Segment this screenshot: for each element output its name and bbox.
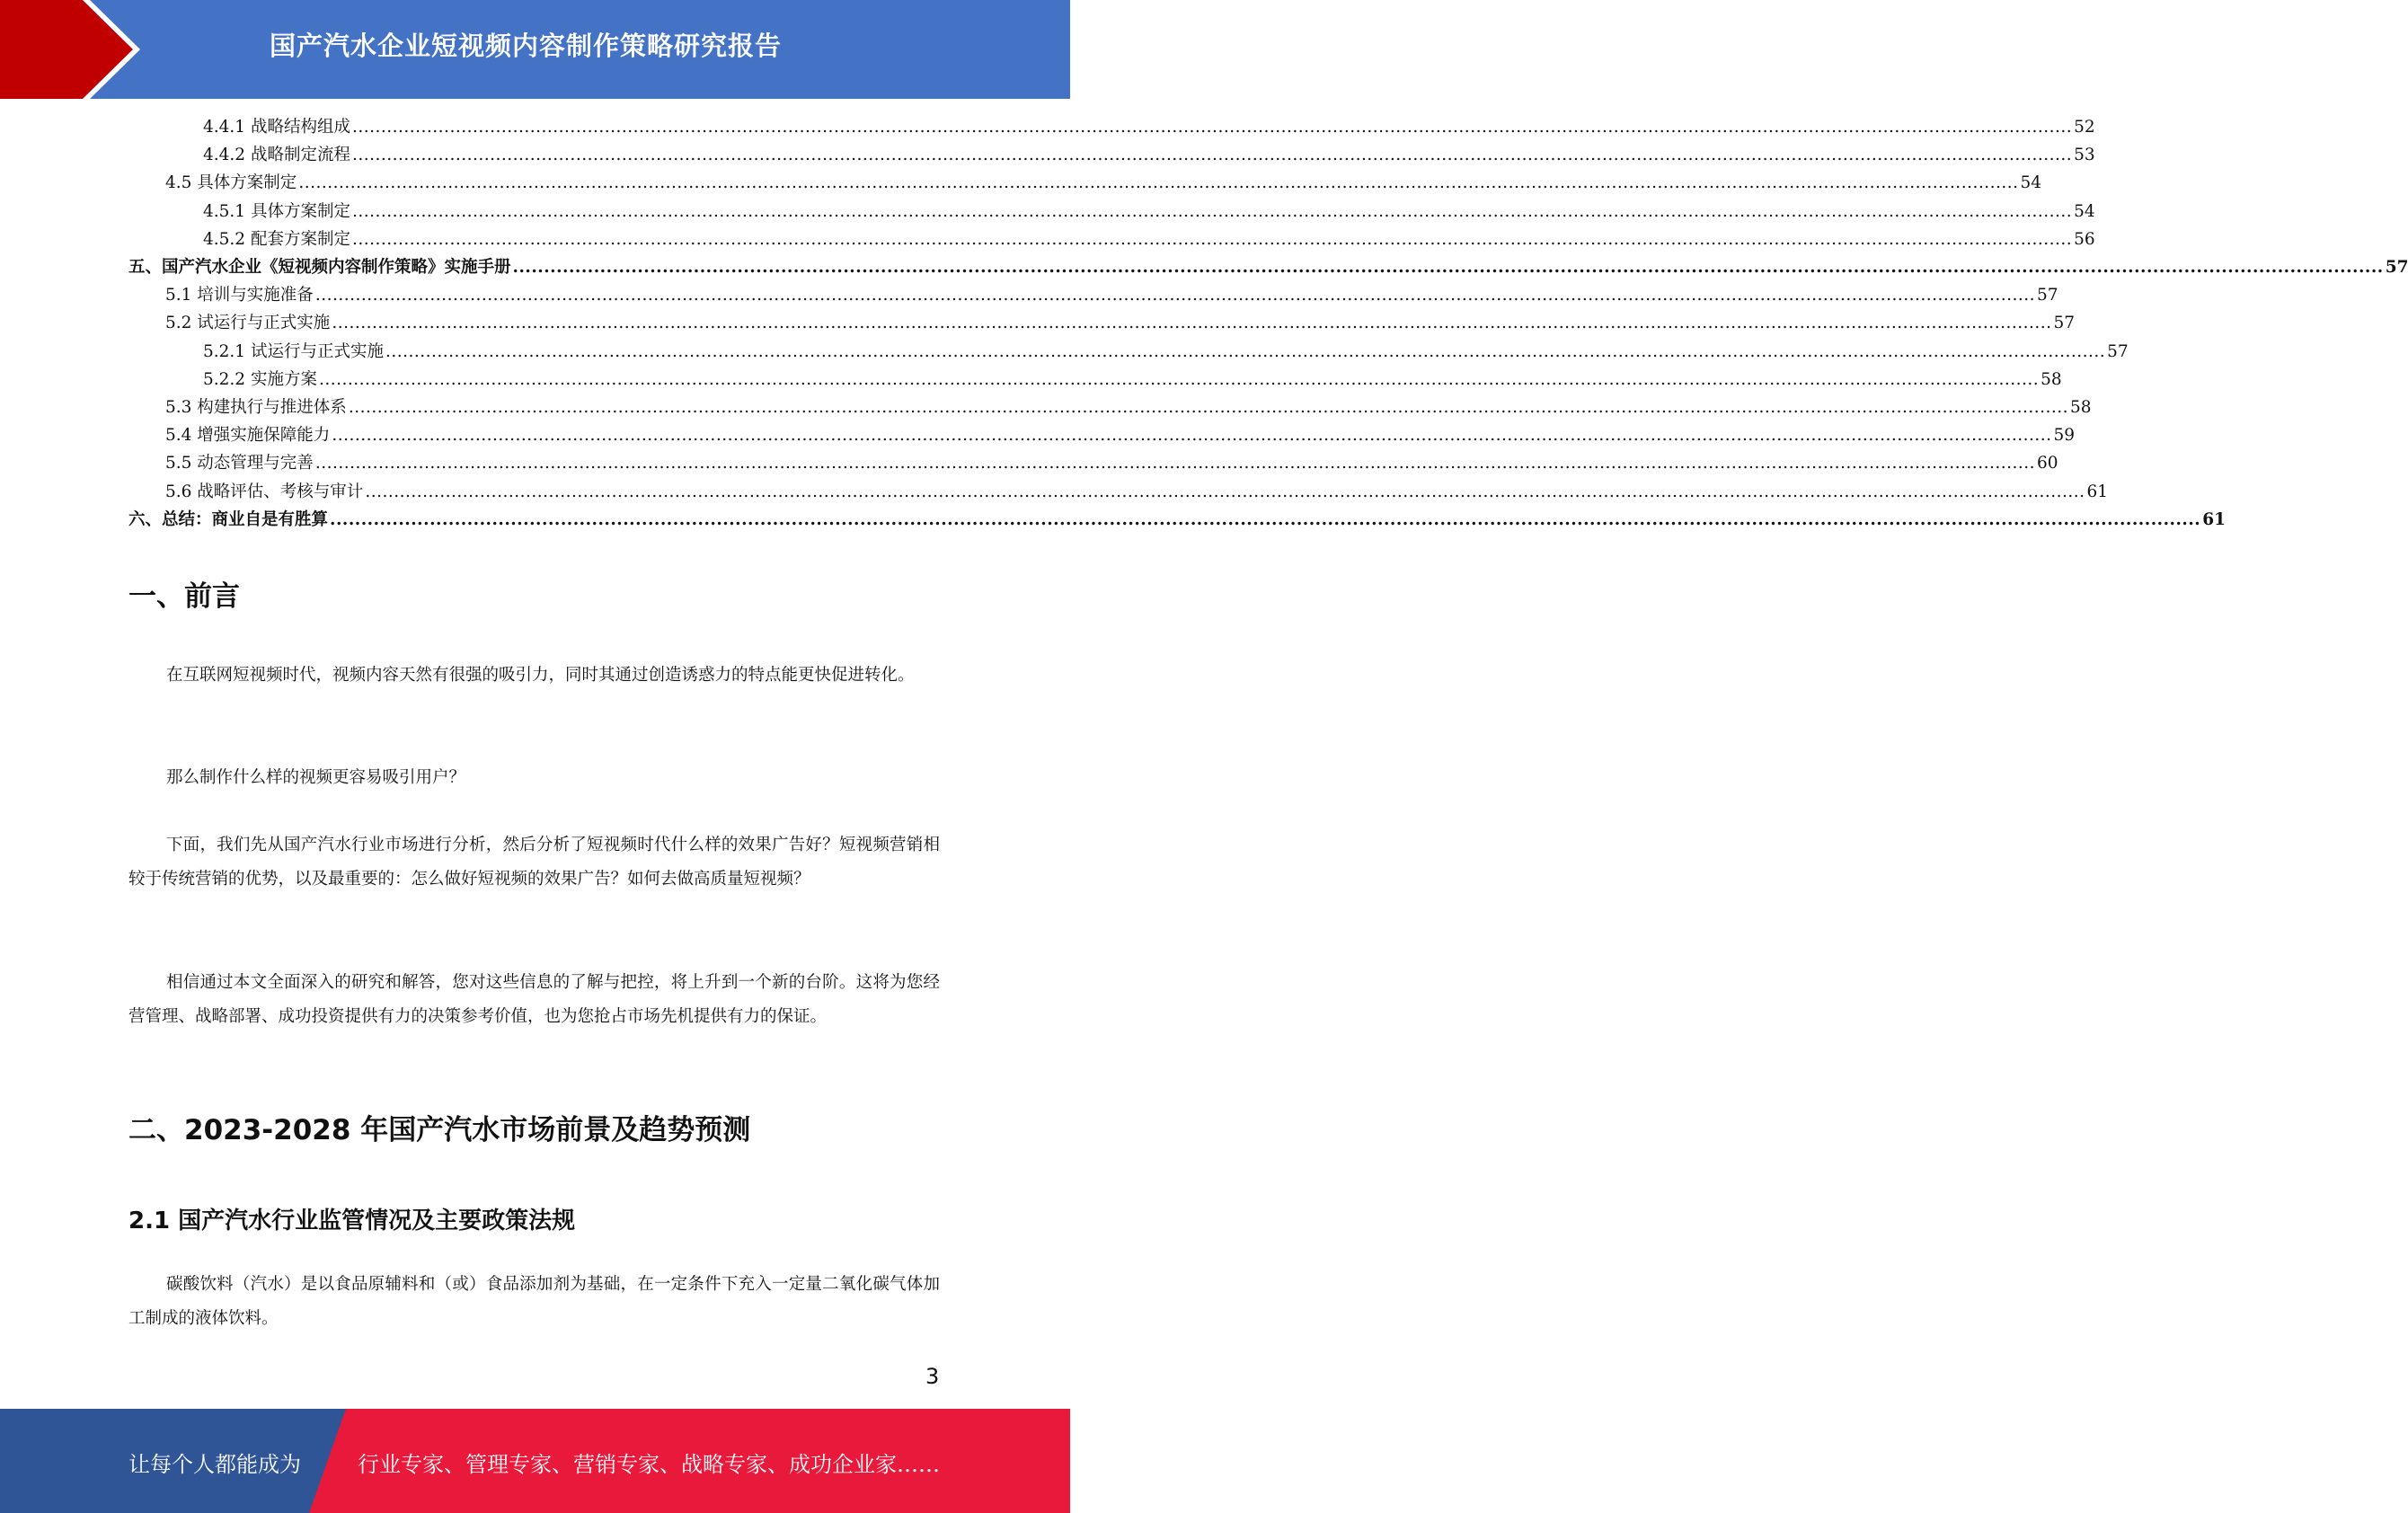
toc-entry-page: 61 [2086, 482, 2109, 501]
toc-entry[interactable] [165, 283, 2058, 308]
preface-paragraph-2: 那么制作什么样的视频更容易吸引用户？ [166, 768, 466, 787]
preface-heading: 一、前言 [128, 580, 240, 613]
toc-entry[interactable] [128, 255, 2408, 280]
toc-entry-label: 5.2.2 实施方案 [203, 370, 317, 389]
toc-entry[interactable] [165, 171, 2042, 196]
toc-entry-label: 4.5.2 配套方案制定 [203, 230, 350, 249]
toc-entry-label: 5.4 增强实施保障能力 [165, 426, 331, 445]
toc-entry-page: 61 [2202, 510, 2226, 529]
page-number: 3 [925, 1364, 940, 1389]
toc-entry[interactable] [203, 115, 2095, 140]
toc-entry-page: 52 [2074, 118, 2095, 137]
toc-entry-page: 57 [2385, 258, 2408, 277]
footer-slogan-right: 行业专家、管理专家、营销专家、战略专家、成功企业家…… [358, 1452, 940, 1477]
market-forecast-heading: 二、2023-2028 年国产汽水市场前景及趋势预测 [128, 1114, 751, 1146]
toc-leader-dots: ............................................................................................................................................................................................................................................................................................................ [351, 230, 2073, 249]
toc-entry-page: 54 [2074, 202, 2095, 221]
toc-entry-page: 60 [2037, 454, 2058, 473]
toc-leader-dots: ............................................................................................................................................................................................................................................................................................................ [385, 342, 2106, 361]
toc-leader-dots: ............................................................................................................................................................................................................................................................................................................ [314, 454, 2035, 473]
toc-leader-dots: ............................................................................................................................................................................................................................................................................................................ [332, 426, 2052, 445]
toc-entry[interactable] [203, 367, 2062, 393]
toc-entry-label: 4.4.1 战略结构组成 [203, 118, 350, 137]
toc-entry-label: 4.5.1 具体方案制定 [203, 202, 350, 221]
regulation-heading: 2.1 国产汽水行业监管情况及主要政策法规 [128, 1208, 576, 1234]
toc-entry-label: 5.1 培训与实施准备 [165, 286, 314, 305]
toc-entry[interactable] [165, 451, 2058, 476]
regulation-paragraph: 碳酸饮料（汽水）是以食品原辅料和（或）食品添加剂为基础，在一定条件下充入一定量二氧化碳气体加工制成的液体饮料。 [128, 1275, 940, 1328]
toc-entry[interactable] [165, 423, 2076, 448]
header-chevron-decoration [0, 0, 144, 99]
preface-paragraph-4: 相信通过本文全面深入的研究和解答，您对这些信息的了解与把控，将上升到一个新的台阶。这将为您经营管理、战略部署、成功投资提供有力的决策参考价值，也为您抢占市场先机提供有力的保证。 [128, 973, 940, 1026]
toc-leader-dots: ............................................................................................................................................................................................................................................................................................................ [351, 202, 2073, 221]
report-title: 国产汽水企业短视频内容制作策略研究报告 [270, 31, 783, 61]
toc-entry-label: 5.2.1 试运行与正式实施 [203, 342, 384, 361]
toc-entry[interactable] [128, 508, 2226, 533]
toc-entry[interactable] [203, 143, 2095, 168]
toc-leader-dots: ............................................................................................................................................................................................................................................................................................................ [318, 370, 2040, 389]
toc-entry[interactable] [203, 227, 2095, 252]
toc-entry-page: 58 [2070, 398, 2092, 417]
page-footer [0, 1409, 1070, 1513]
toc-entry-label: 5.6 战略评估、考核与审计 [165, 482, 364, 501]
toc-entry-page: 53 [2074, 146, 2095, 164]
toc-leader-dots: ............................................................................................................................................................................................................................................................................................................ [365, 482, 2085, 501]
toc-entry-page: 57 [2037, 286, 2058, 305]
toc-leader-dots: ............................................................................................................................................................................................................................................................................................................ [348, 398, 2068, 417]
toc-entry-label: 5.5 动态管理与完善 [165, 454, 314, 473]
toc-leader-dots: ............................................................................................................................................................................................................................................................................................................ [314, 286, 2035, 305]
toc-entry-page: 56 [2074, 230, 2095, 249]
toc-entry-label: 六、总结：商业自是有胜算 [128, 510, 329, 529]
toc-entry[interactable] [165, 395, 2092, 420]
page-header [0, 0, 1070, 99]
footer-slogan-left: 让每个人都能成为 [128, 1452, 301, 1477]
toc-leader-dots: ............................................................................................................................................................................................................................................................................................................ [351, 146, 2073, 164]
toc-entry-label: 5.3 构建执行与推进体系 [165, 398, 347, 417]
toc-entry-page: 54 [2020, 173, 2042, 192]
toc-leader-dots: ............................................................................................................................................................................................................................................................................................................ [298, 173, 2019, 192]
toc-entry-label: 4.5 具体方案制定 [165, 173, 297, 192]
toc-leader-dots: ............................................................................................................................................................................................................................................................................................................ [330, 510, 2201, 529]
toc-entry[interactable] [165, 311, 2076, 336]
toc-leader-dots: ............................................................................................................................................................................................................................................................................................................ [512, 258, 2384, 277]
preface-paragraph-1: 在互联网短视频时代，视频内容天然有很强的吸引力，同时其通过创造诱惑力的特点能更快促进转化。 [166, 666, 915, 685]
toc-entry-page: 58 [2041, 370, 2062, 389]
preface-paragraph-3: 下面，我们先从国产汽水行业市场进行分析，然后分析了短视频时代什么样的效果广告好？短视频营销相较于传统营销的优势，以及最重要的：怎么做好短视频的效果广告？如何去做高质量短视频？ [128, 836, 940, 889]
toc-entry-label: 五、国产汽水企业《短视频内容制作策略》实施手册 [128, 258, 511, 277]
toc-entry-page: 57 [2107, 342, 2129, 361]
toc-leader-dots: ............................................................................................................................................................................................................................................................................................................ [351, 118, 2073, 137]
toc-leader-dots: ............................................................................................................................................................................................................................................................................................................ [332, 314, 2052, 332]
toc-entry[interactable] [203, 199, 2095, 225]
toc-entry-label: 4.4.2 战略制定流程 [203, 146, 350, 164]
toc-entry-label: 5.2 试运行与正式实施 [165, 314, 331, 332]
toc-entry-page: 57 [2053, 314, 2076, 332]
toc-entry-page: 59 [2053, 426, 2076, 445]
toc-entry[interactable] [203, 340, 2129, 365]
toc-entry[interactable] [165, 480, 2109, 505]
